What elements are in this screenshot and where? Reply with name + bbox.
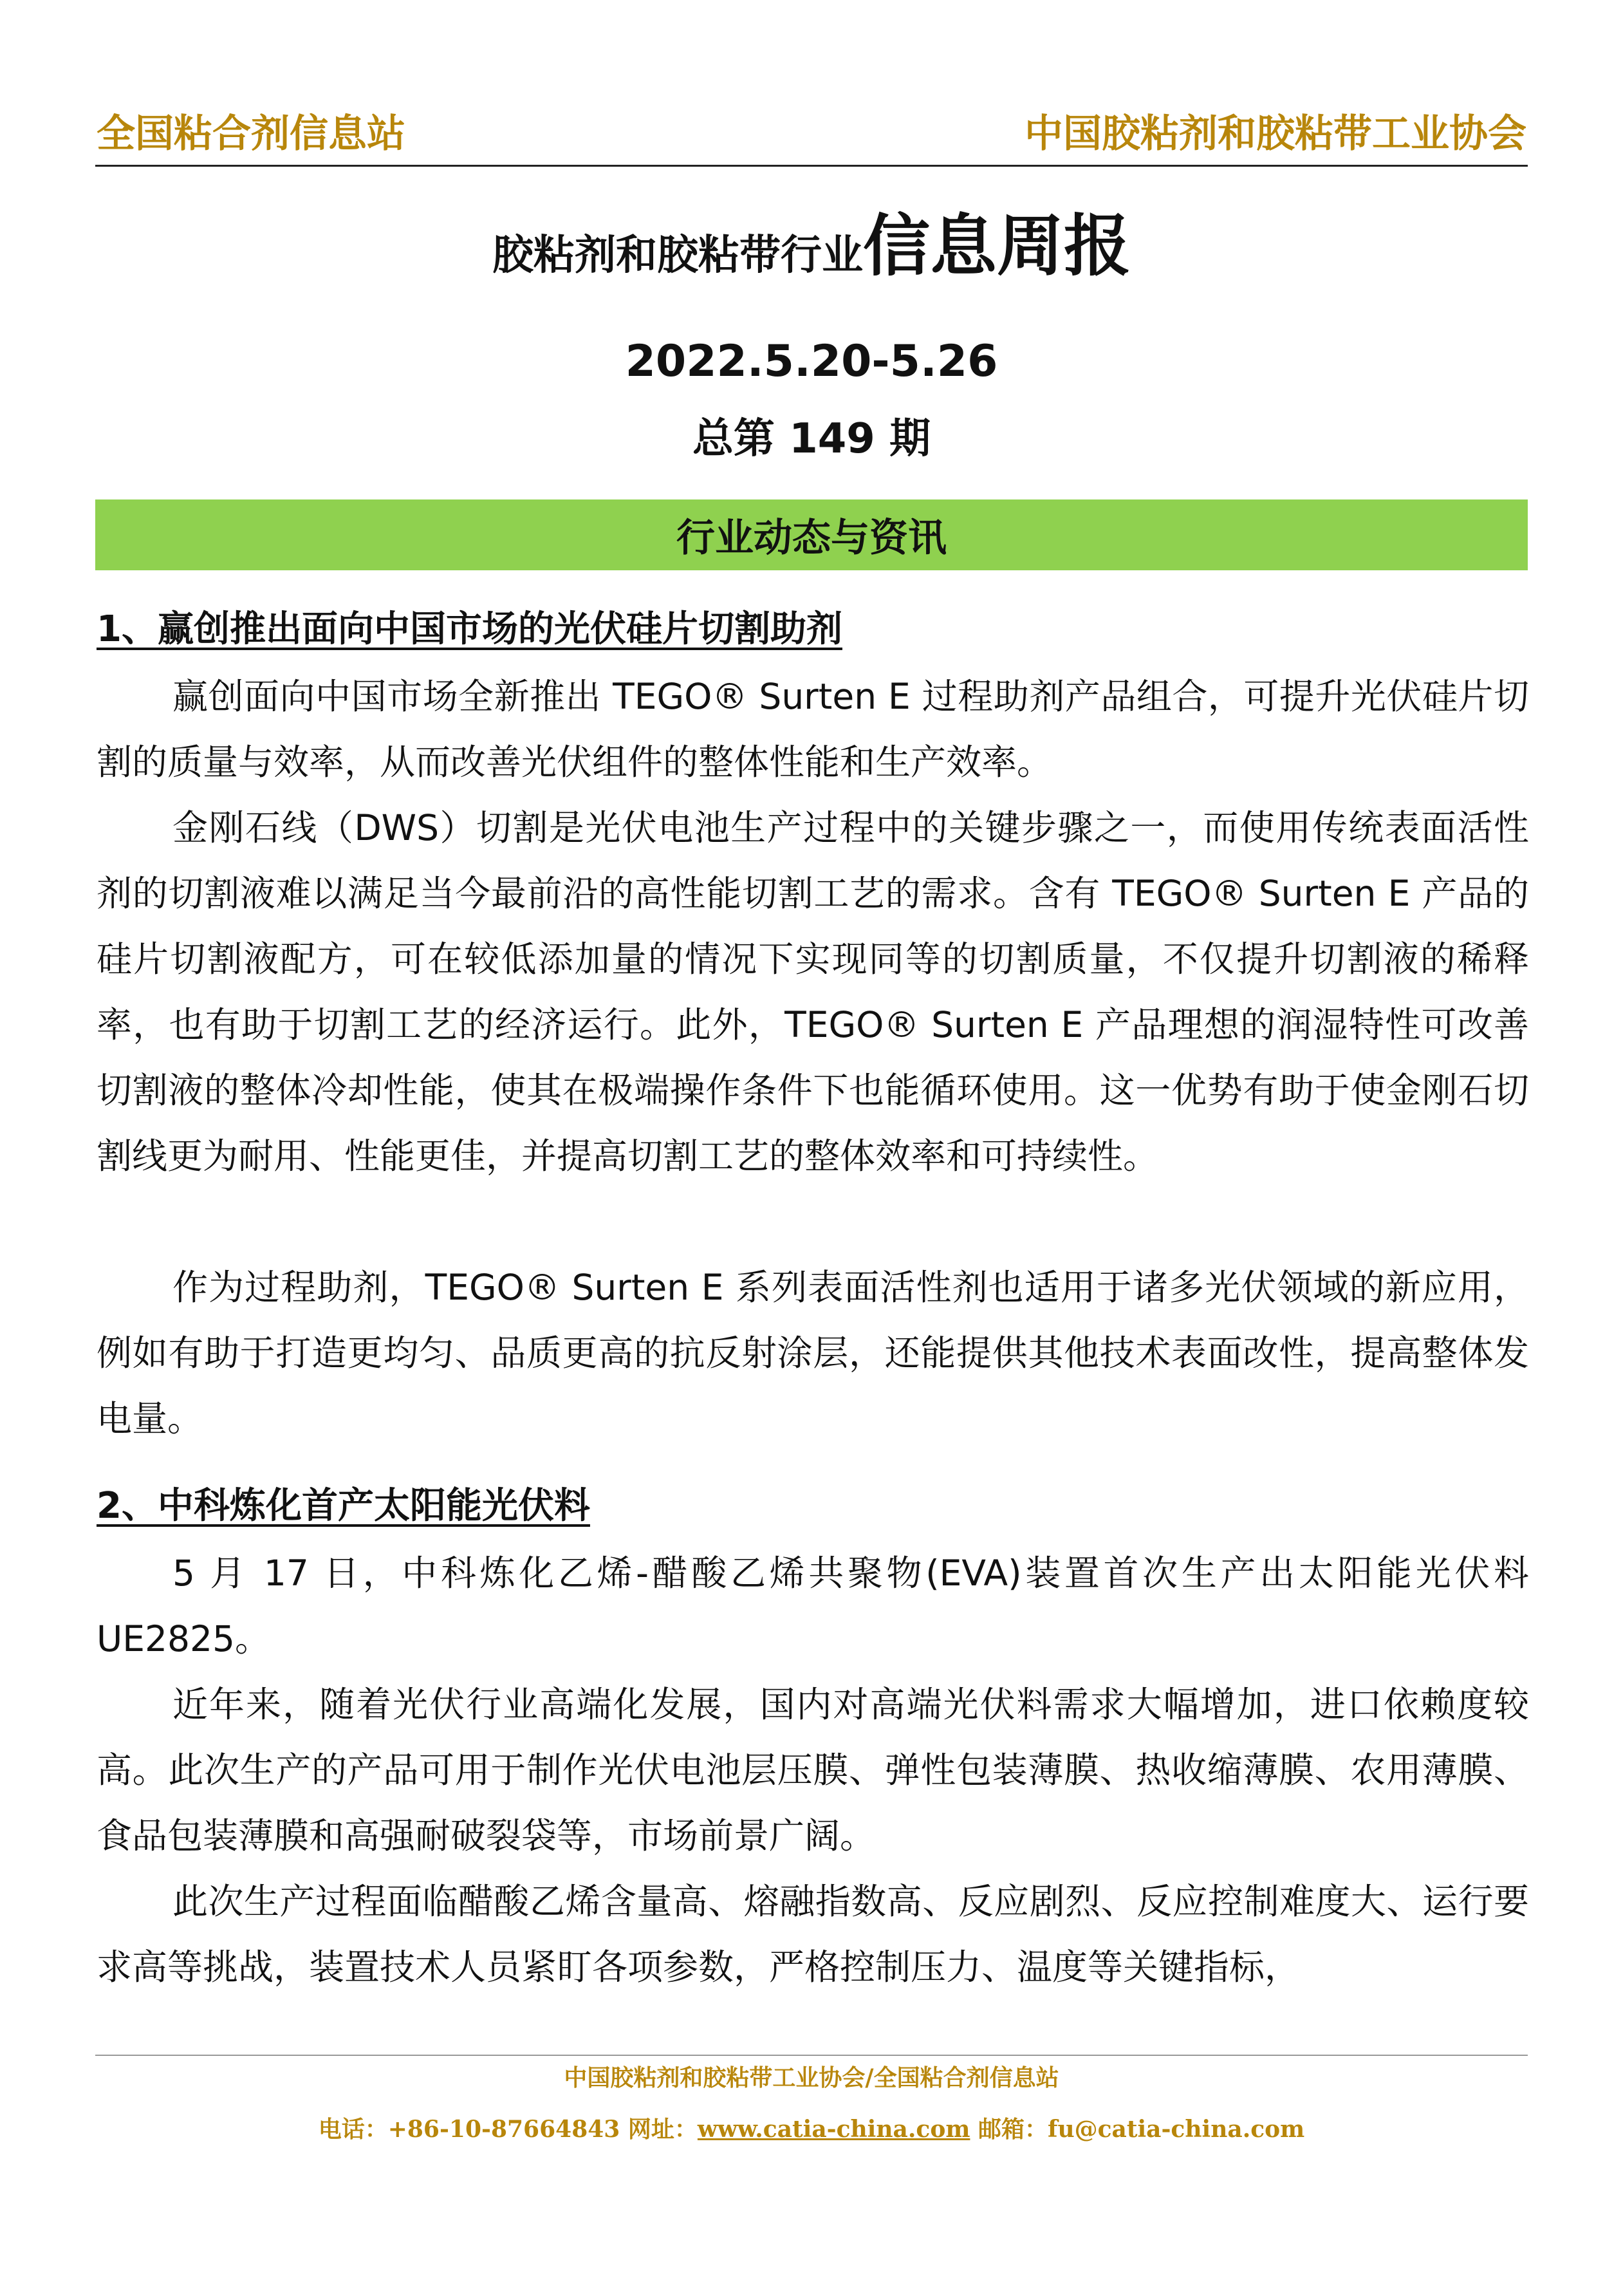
- title-prefix: 胶粘剂和胶粘带行业: [492, 232, 863, 279]
- title-main: 信息周报: [862, 207, 1131, 285]
- header-divider: [95, 165, 1528, 167]
- issue-number: 总第 149 期: [692, 415, 931, 463]
- website-link[interactable]: www.catia-china.com: [697, 2116, 970, 2143]
- section-banner: [95, 499, 1528, 570]
- footer-divider: [95, 2055, 1528, 2056]
- article-heading: 2、中科炼化首产太阳能光伏料: [97, 1485, 590, 1527]
- article-paragraph: 赢创面向中国市场全新推出 TEGO® Surten E 过程助剂产品组合，可提升光伏硅片切割的质量与效率，从而改善光伏组件的整体性能和生产效率。: [97, 676, 1529, 783]
- article-paragraph: 作为过程助剂，TEGO® Surten E 系列表面活性剂也适用于诸多光伏领域的新应用，例如有助于打造更均匀、品质更高的抗反射涂层，还能提供其他技术表面改性，提高整体发电量。: [97, 1267, 1529, 1439]
- footer-org: 中国胶粘剂和胶粘带工业协会/全国粘合剂信息站: [564, 2064, 1059, 2091]
- page-title: [0, 207, 1623, 285]
- footer-contact: [0, 2118, 1623, 2141]
- article-paragraph: 金刚石线（DWS）切割是光伏电池生产过程中的关键步骤之一，而使用传统表面活性剂的切割液难以满足当今最前沿的高性能切割工艺的需求。含有 TEGO® Surten E 产品的硅片切割液配方，可在较低添加量的情况下实现同等的切割质量，不仅提升切割液的稀释率，也有助于切割工艺的经济运行。此外，TEGO® Surten E 产品理想的润湿特性可改善切割液的整体冷却性能，使其在极端操作条件下也能循环使用。这一优势有助于使金刚石切割线更为耐用、性能更佳，并提高切割工艺的整体效率和可持续性。: [97, 807, 1529, 1177]
- section-title: 行业动态与资讯: [676, 516, 947, 561]
- footer-email: 邮箱：fu@catia-china.com: [970, 2116, 1305, 2143]
- header-right-org: 中国胶粘剂和胶粘带工业协会: [1025, 111, 1526, 156]
- footer-phone: 电话：+86-10-87664843 网址：: [318, 2116, 698, 2143]
- article-paragraph: 近年来，随着光伏行业高端化发展，国内对高端光伏料需求大幅增加，进口依赖度较高。此次生产的产品可用于制作光伏电池层压膜、弹性包装薄膜、热收缩薄膜、农用薄膜、食品包装薄膜和高强耐破裂袋等，市场前景广阔。: [97, 1684, 1529, 1856]
- header-left-org: 全国粘合剂信息站: [97, 111, 405, 156]
- article-paragraph: 此次生产过程面临醋酸乙烯含量高、熔融指数高、反应剧烈、反应控制难度大、运行要求高等挑战，装置技术人员紧盯各项参数，严格控制压力、温度等关键指标，: [97, 1881, 1529, 1988]
- article-heading: 1、赢创推出面向中国市场的光伏硅片切割助剂: [97, 608, 842, 650]
- article-paragraph: 5 月 17 日，中科炼化乙烯-醋酸乙烯共聚物(EVA)装置首次生产出太阳能光伏料 UE2825。: [97, 1553, 1529, 1659]
- date-range: 2022.5.20-5.26: [625, 336, 998, 387]
